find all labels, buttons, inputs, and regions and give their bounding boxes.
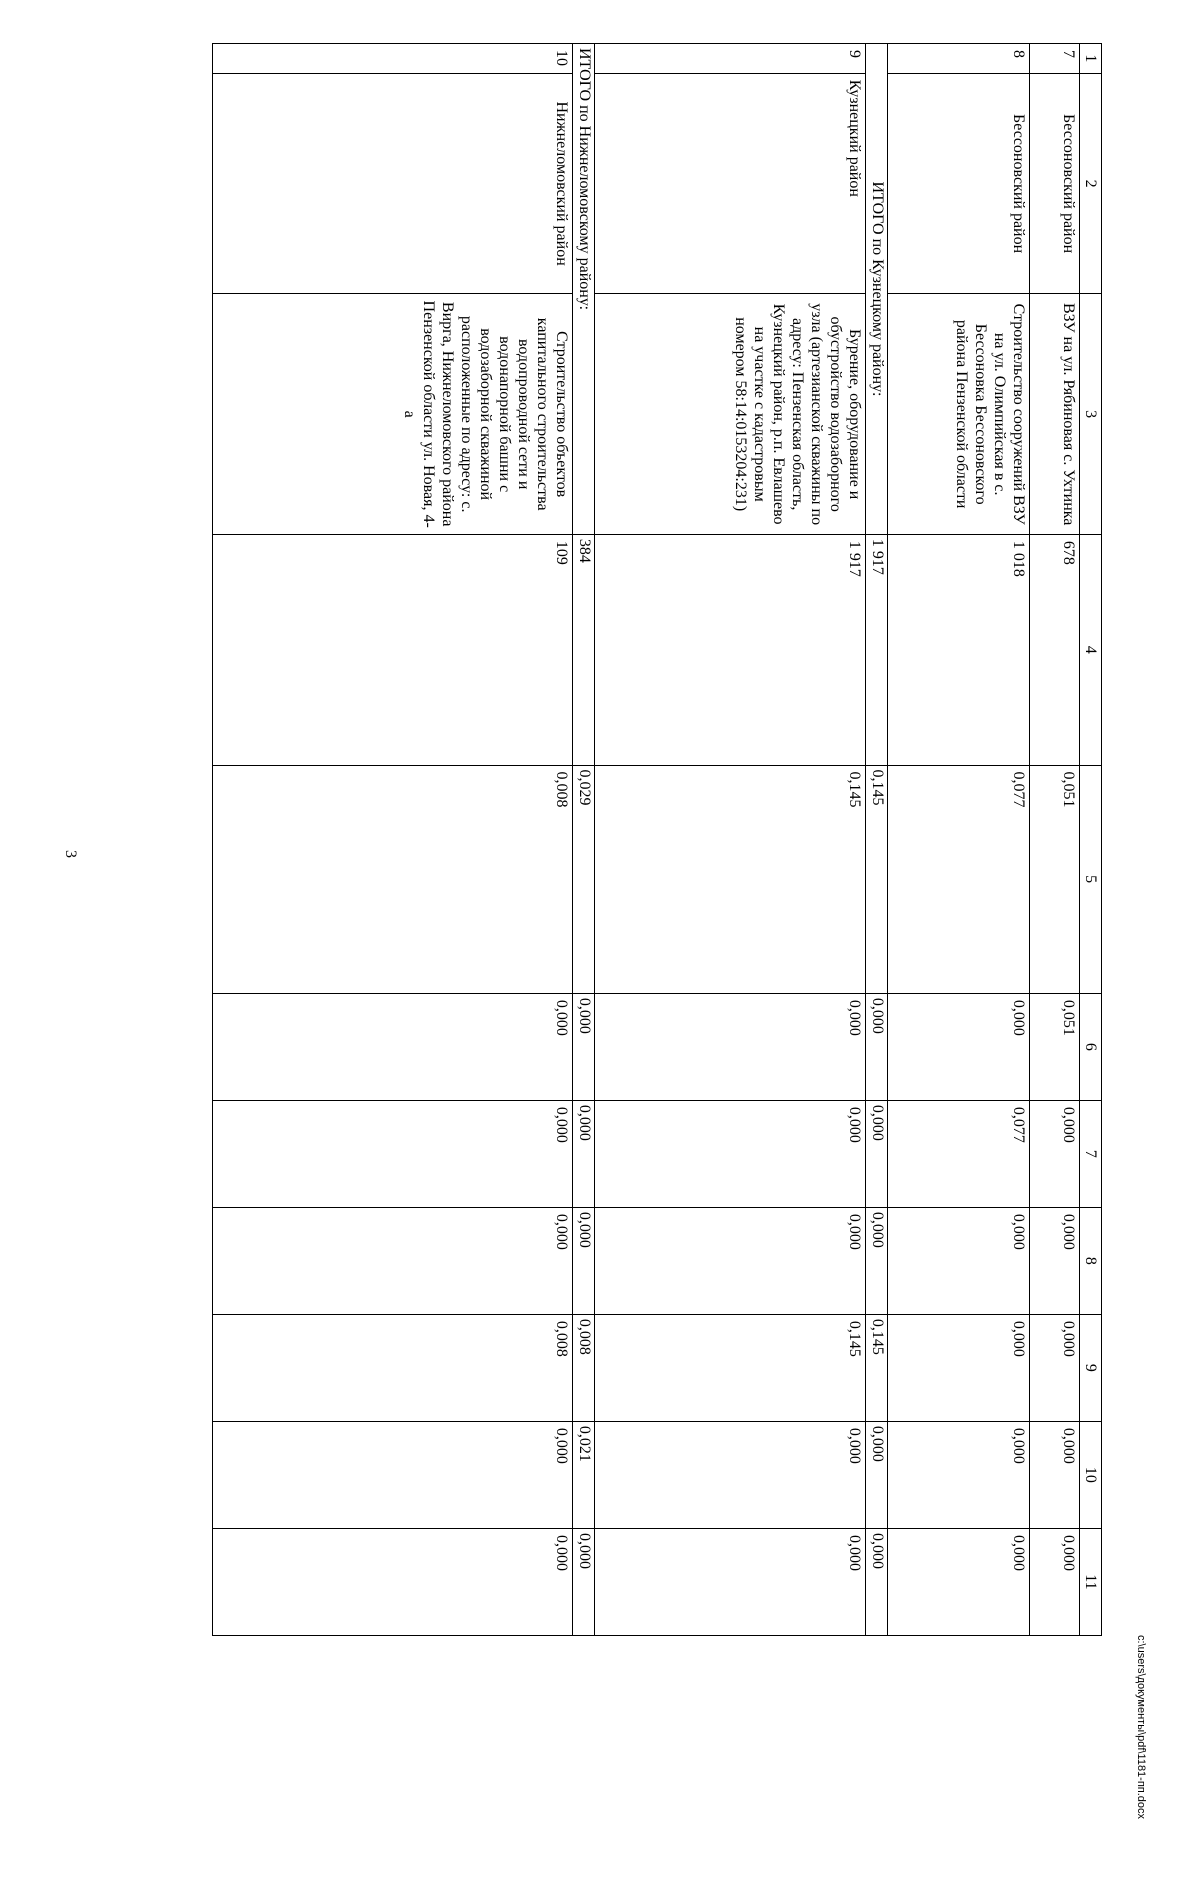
total-value: 0,000 <box>866 1421 888 1528</box>
value-cell: 0,077 <box>888 765 1030 993</box>
total-value: 0,000 <box>573 1528 595 1635</box>
value-cell: 0,000 <box>213 1100 573 1207</box>
value-cell: 0,000 <box>888 1528 1030 1635</box>
total-label: ИТОГО по Нижнеломовскому району: <box>573 44 595 535</box>
value-cell: 0,000 <box>595 1528 866 1635</box>
value-cell: 1 917 <box>595 534 866 765</box>
total-value: 0,000 <box>573 1207 595 1314</box>
total-value: 384 <box>573 534 595 765</box>
total-value: 0,000 <box>573 1100 595 1207</box>
value-cell: 0,051 <box>1030 993 1080 1100</box>
value-cell: 0,000 <box>213 1207 573 1314</box>
value-cell: 0,000 <box>595 1207 866 1314</box>
row-number: 7 <box>1030 44 1080 74</box>
header-cell: 4 <box>1080 534 1102 765</box>
district-cell: Бессоновский район <box>888 73 1030 294</box>
table-row <box>213 44 573 1636</box>
value-cell: 0,145 <box>595 765 866 993</box>
value-cell: 0,000 <box>1030 1421 1080 1528</box>
value-cell: 0,000 <box>1030 1207 1080 1314</box>
header-cell: 3 <box>1080 294 1102 535</box>
object-name-cell: Строительство сооружений ВЗУ на ул. Олимпийская в с. Бессоновка Бессоновского района Пензенской области <box>888 294 1030 535</box>
value-cell: 1 018 <box>888 534 1030 765</box>
table-row <box>1030 44 1080 1636</box>
header-cell: 5 <box>1080 765 1102 993</box>
value-cell: 0,000 <box>1030 1528 1080 1635</box>
total-value: 1 917 <box>866 534 888 765</box>
total-row-kuznetsk <box>866 44 888 1636</box>
row-number: 9 <box>595 44 866 74</box>
header-row <box>1080 44 1102 1636</box>
header-cell: 1 <box>1080 44 1102 74</box>
value-cell: 0,000 <box>888 993 1030 1100</box>
value-cell: 0,008 <box>213 1314 573 1421</box>
header-cell: 8 <box>1080 1207 1102 1314</box>
total-label: ИТОГО по Кузнецкому району: <box>866 44 888 535</box>
value-cell: 0,000 <box>595 993 866 1100</box>
row-number: 10 <box>213 44 573 74</box>
object-name-cell: ВЗУ на ул. Рябиновая с. Ухтинка <box>1030 294 1080 535</box>
table-row <box>888 44 1030 1636</box>
total-value: 0,145 <box>866 1314 888 1421</box>
total-row-nizhnelomov <box>573 44 595 1636</box>
value-cell: 678 <box>1030 534 1080 765</box>
value-cell: 0,008 <box>213 765 573 993</box>
data-table <box>212 43 1102 1636</box>
total-value: 0,000 <box>866 1100 888 1207</box>
table-row <box>595 44 866 1636</box>
value-cell: 109 <box>213 534 573 765</box>
total-value: 0,008 <box>573 1314 595 1421</box>
value-cell: 0,077 <box>888 1100 1030 1207</box>
header-cell: 10 <box>1080 1421 1102 1528</box>
total-value: 0,000 <box>866 1528 888 1635</box>
value-cell: 0,051 <box>1030 765 1080 993</box>
object-name-cell: Бурение, оборудование и обустройство водозаборного узла (артезианской скважины по адресу: Пензенская область, Кузнецкий район, р.п. Евлашево на участке с кадастровым номером 58:14:0153204:231) <box>595 294 866 535</box>
total-value: 0,029 <box>573 765 595 993</box>
header-cell: 6 <box>1080 993 1102 1100</box>
total-value: 0,021 <box>573 1421 595 1528</box>
total-value: 0,000 <box>866 993 888 1100</box>
row-number: 8 <box>888 44 1030 74</box>
value-cell: 0,000 <box>888 1314 1030 1421</box>
page-number: 3 <box>62 850 79 858</box>
header-cell: 11 <box>1080 1528 1102 1635</box>
district-cell: Бессоновский район <box>1030 73 1080 294</box>
value-cell: 0,000 <box>595 1100 866 1207</box>
district-cell: Нижнеломовский район <box>213 73 573 294</box>
value-cell: 0,145 <box>595 1314 866 1421</box>
value-cell: 0,000 <box>888 1421 1030 1528</box>
value-cell: 0,000 <box>1030 1100 1080 1207</box>
value-cell: 0,000 <box>213 993 573 1100</box>
header-cell: 2 <box>1080 73 1102 294</box>
district-cell: Кузнецкий район <box>595 73 866 294</box>
object-name-cell: Строительство объектов капитального строительства водопроводной сети и водонапорной башни с водозаборной скважиной расположенные по адресу: с. Вирга, Нижнеломовского района Пензенской области ул. Новая, 4-а <box>213 294 573 535</box>
value-cell: 0,000 <box>595 1421 866 1528</box>
footer-file-path: c:\users\документы\pdf\1181-пп.docx <box>1135 1635 1147 1820</box>
header-cell: 9 <box>1080 1314 1102 1421</box>
total-value: 0,000 <box>866 1207 888 1314</box>
value-cell: 0,000 <box>1030 1314 1080 1421</box>
header-cell: 7 <box>1080 1100 1102 1207</box>
total-value: 0,000 <box>573 993 595 1100</box>
total-value: 0,145 <box>866 765 888 993</box>
table-frame <box>172 43 1102 1636</box>
value-cell: 0,000 <box>213 1421 573 1528</box>
value-cell: 0,000 <box>888 1207 1030 1314</box>
value-cell: 0,000 <box>213 1528 573 1635</box>
